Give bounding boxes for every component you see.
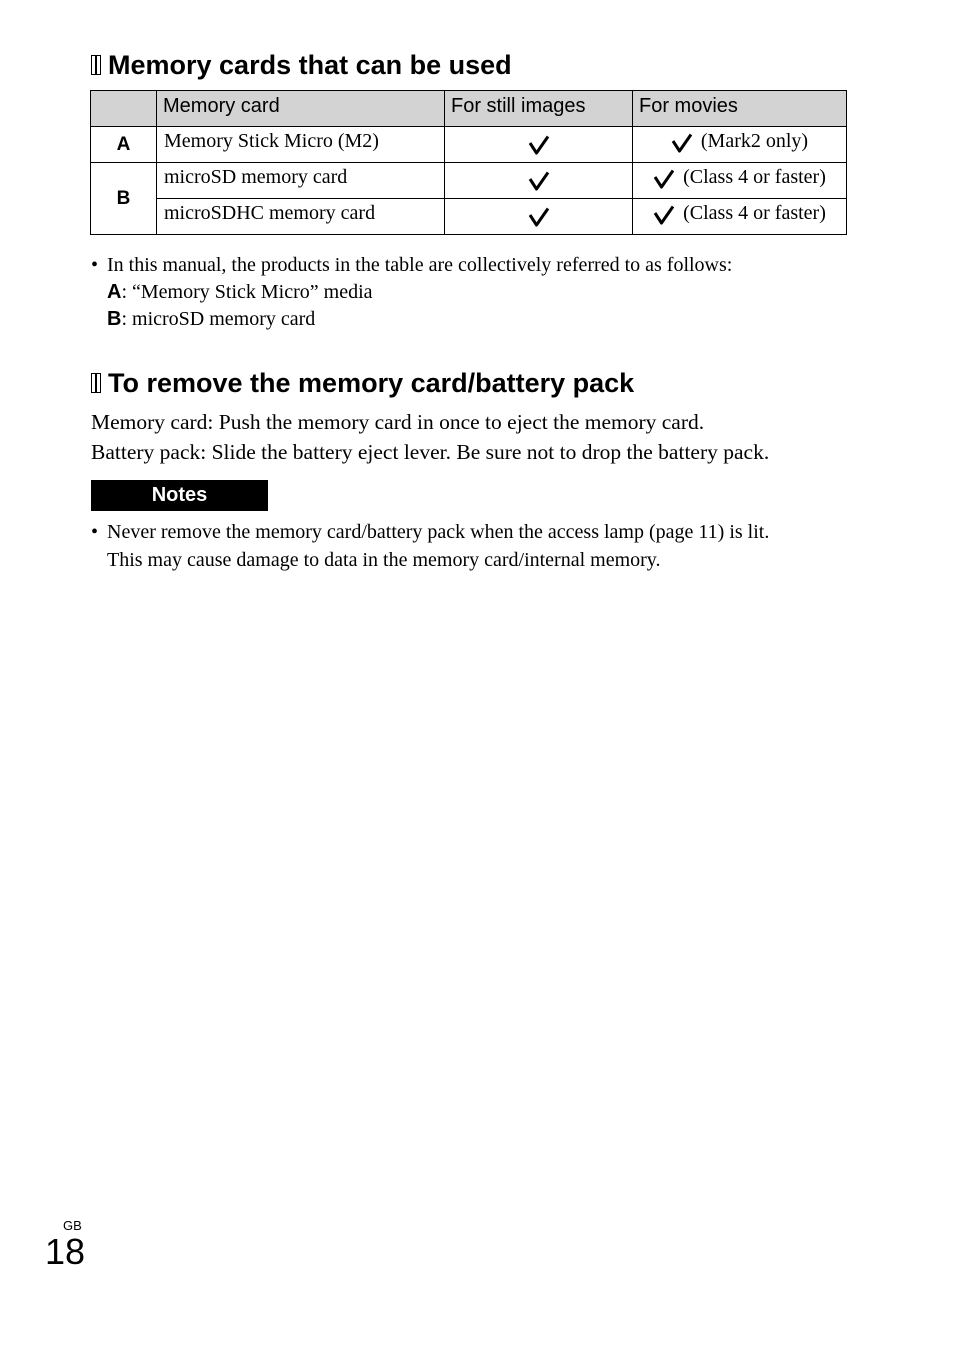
table-header-memory-card: Memory card	[157, 91, 445, 127]
battery-pack-instruction: Battery pack: Slide the battery eject lever. Be sure not to drop the battery pack.	[91, 440, 770, 464]
table-row	[91, 199, 847, 235]
table-header-row	[91, 91, 847, 127]
table-row	[91, 163, 847, 199]
notes-list	[91, 518, 769, 574]
table-cell-card-name: Memory Stick Micro (M2)	[157, 127, 445, 163]
product-key-b: B	[107, 308, 122, 330]
notes-line-2: This may cause damage to data in the memory card/internal memory.	[107, 549, 661, 571]
section-heading-text: Memory cards that can be used	[108, 50, 512, 80]
table-cell-movies	[633, 199, 847, 235]
list-item	[91, 306, 732, 333]
table-cell-movies	[633, 127, 847, 163]
memory-card-instruction: Memory card: Push the memory card in once to eject the memory card.	[91, 410, 705, 434]
table-header-blank	[91, 91, 157, 127]
notes-line-1: Never remove the memory card/battery pack when the access lamp (page 11) is lit.	[107, 521, 770, 543]
region-code: GB	[63, 1218, 82, 1233]
table-header-movies: For movies	[633, 91, 847, 127]
check-mark-icon	[671, 133, 693, 153]
table-group-label: B	[91, 163, 157, 235]
table-cell-still	[445, 127, 633, 163]
table-header-still-images: For still images	[445, 91, 633, 127]
list-item	[91, 518, 769, 546]
memory-card-table	[90, 90, 847, 235]
products-note	[91, 252, 732, 333]
products-note-text: In this manual, the products in the table are collectively referred to as follows:	[107, 254, 733, 276]
notes-label: Notes	[91, 480, 268, 511]
section-heading-memory-cards	[91, 49, 512, 81]
section-marker-icon	[91, 55, 101, 75]
table-cell-movies-note: (Class 4 or faster)	[683, 166, 826, 188]
page-number: 18	[45, 1231, 86, 1272]
table-cell-movies-note: (Mark2 only)	[700, 130, 809, 152]
check-mark-icon	[528, 171, 550, 191]
table-row	[91, 127, 847, 163]
table-cell-card-name: microSD memory card	[157, 163, 445, 199]
table-cell-movies-note: (Class 4 or faster)	[683, 202, 826, 224]
section-heading-remove	[91, 367, 634, 399]
check-mark-icon	[653, 169, 675, 189]
bullet-icon: •	[91, 254, 99, 276]
list-item	[91, 252, 732, 279]
table-cell-movies	[633, 163, 847, 199]
table-cell-still	[445, 199, 633, 235]
bullet-icon: •	[91, 521, 99, 543]
section-heading-text: To remove the memory card/battery pack	[108, 368, 635, 398]
table-cell-still	[445, 163, 633, 199]
section-marker-icon	[91, 373, 101, 393]
product-key-a: A	[107, 281, 122, 303]
check-mark-icon	[528, 135, 550, 155]
table-group-label: A	[91, 127, 157, 163]
list-item	[91, 279, 732, 306]
product-value-b: : microSD memory card	[121, 308, 316, 330]
table-cell-card-name: microSDHC memory card	[157, 199, 445, 235]
check-mark-icon	[653, 205, 675, 225]
check-mark-icon	[528, 207, 550, 227]
product-value-a: : “Memory Stick Micro” media	[121, 281, 373, 303]
